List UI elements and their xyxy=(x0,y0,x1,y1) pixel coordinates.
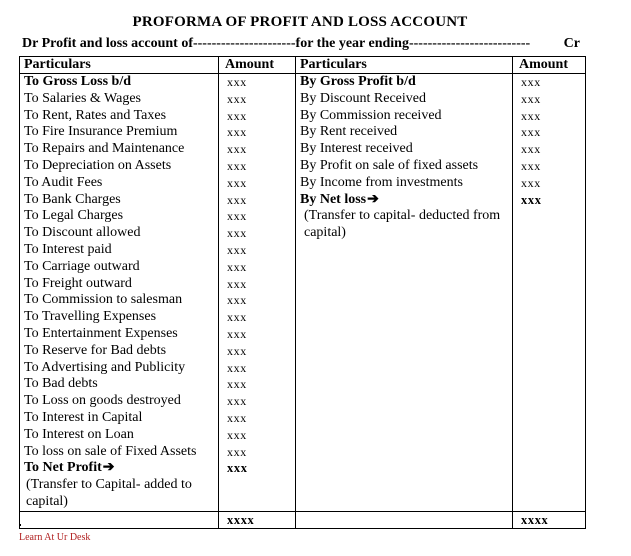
debit-item-label: To Discount allowed xyxy=(24,225,141,241)
debit-amount: xxx xyxy=(227,91,247,106)
debit-amount: xxx xyxy=(227,175,247,190)
debit-item xyxy=(24,141,218,158)
debit-item xyxy=(24,175,218,192)
debit-item xyxy=(24,326,218,343)
credit-note: (Transfer to capital- deducted from capital) xyxy=(304,208,501,241)
debit-item-label: To Loss on goods destroyed xyxy=(24,393,181,409)
debit-item-label: To Commission to salesman xyxy=(24,292,183,308)
debit-item-label: To Interest paid xyxy=(24,241,112,257)
debit-item-label: To Carriage outward xyxy=(24,258,140,274)
credit-item-label: By Net loss xyxy=(300,191,367,207)
credit-item xyxy=(300,175,512,192)
debit-item-label: To Advertising and Publicity xyxy=(24,359,186,375)
credit-amount: xxx xyxy=(521,125,541,140)
debit-particulars-cell xyxy=(20,74,219,512)
credit-item xyxy=(300,91,512,108)
bullet-dot xyxy=(19,524,21,526)
debit-amount: xxx xyxy=(227,209,247,224)
credit-item xyxy=(300,108,512,125)
debit-item-label: To Reserve for Bad debts xyxy=(24,342,167,358)
debit-item-label: To Legal Charges xyxy=(24,208,124,224)
debit-amount: xxx xyxy=(227,343,247,358)
debit-amounts-list xyxy=(223,74,295,477)
debit-items-list xyxy=(24,74,218,477)
credit-amount: xxx xyxy=(521,192,542,207)
credit-item-label: By Profit on sale of fixed assets xyxy=(300,157,479,173)
credit-item xyxy=(300,74,512,91)
debit-item-label: To Audit Fees xyxy=(24,174,103,190)
debit-item xyxy=(24,376,218,393)
debit-item xyxy=(24,259,218,276)
header-amount-credit: Amount xyxy=(513,57,586,74)
header-row xyxy=(20,57,586,74)
debit-item-label: To Fire Insurance Premium xyxy=(24,124,178,140)
account-subheading xyxy=(22,36,580,52)
debit-amount: xxx xyxy=(227,242,247,257)
credit-item xyxy=(300,141,512,158)
credit-amount: xxx xyxy=(521,91,541,106)
debit-amount: xxx xyxy=(227,444,247,459)
debit-amount: xxx xyxy=(227,125,247,140)
debit-amount: xxx xyxy=(227,75,247,89)
debit-item xyxy=(24,427,218,444)
total-particulars-credit xyxy=(296,511,513,528)
debit-item xyxy=(24,393,218,410)
debit-item xyxy=(24,276,218,293)
debit-item-label: To Salaries & Wages xyxy=(24,90,141,106)
debit-amount: xxx xyxy=(227,394,247,409)
credit-amount-cell xyxy=(513,74,586,512)
debit-amount: xxx xyxy=(227,158,247,173)
arrow-right-icon: ➔ xyxy=(102,460,115,476)
debit-item xyxy=(24,460,218,477)
arrow-right-icon: ➔ xyxy=(367,191,379,207)
debit-amount: xxx xyxy=(227,377,247,392)
debit-amount: xxx xyxy=(227,293,247,308)
debit-amount: xxx xyxy=(227,192,247,207)
credit-amounts-list xyxy=(517,74,585,208)
debit-item-label: To Interest in Capital xyxy=(24,409,143,425)
credit-amount: xxx xyxy=(521,75,541,89)
subheading-cr-label: Cr xyxy=(563,36,580,51)
debit-amount: xxx xyxy=(227,360,247,375)
debit-item xyxy=(24,309,218,326)
debit-item-label: To Repairs and Maintenance xyxy=(24,141,185,157)
debit-item-label: To loss on sale of Fixed Assets xyxy=(24,443,197,459)
debit-amount: xxx xyxy=(227,410,247,425)
credit-item xyxy=(300,192,512,209)
debit-item-label: To Travelling Expenses xyxy=(24,309,157,325)
debit-amount-cell xyxy=(219,74,296,512)
debit-item xyxy=(24,158,218,175)
credit-item-label: By Interest received xyxy=(300,141,413,157)
debit-item-label: To Gross Loss b/d xyxy=(24,74,131,89)
credit-item xyxy=(300,158,512,175)
debit-item-label: To Entertainment Expenses xyxy=(24,325,178,341)
header-particulars-credit: Particulars xyxy=(296,57,513,74)
total-particulars-debit xyxy=(20,511,219,528)
debit-item xyxy=(24,91,218,108)
credit-amount: xxx xyxy=(521,142,541,157)
debit-item xyxy=(24,192,218,209)
credit-item-label: By Discount Received xyxy=(300,90,426,106)
debit-item-label: To Freight outward xyxy=(24,275,132,291)
profit-loss-table xyxy=(19,56,586,529)
credit-item-label: By Income from investments xyxy=(300,174,463,190)
debit-item xyxy=(24,444,218,461)
credit-items-list xyxy=(300,74,512,208)
debit-item-label: To Bad debts xyxy=(24,376,98,392)
debit-item xyxy=(24,225,218,242)
debit-item xyxy=(24,292,218,309)
debit-item-label: To Rent, Rates and Taxes xyxy=(24,107,167,123)
debit-amount: xxx xyxy=(227,276,247,291)
credit-particulars-cell xyxy=(296,74,513,512)
debit-amount: xxx xyxy=(227,310,247,325)
debit-note: (Transfer to Capital- added to capital) xyxy=(26,477,192,509)
debit-item xyxy=(24,410,218,427)
debit-amount: xxx xyxy=(227,461,248,476)
debit-amount: xxx xyxy=(227,226,247,241)
debit-amount: xxx xyxy=(227,259,247,274)
credit-amount: xxx xyxy=(521,158,541,173)
debit-item xyxy=(24,242,218,259)
debit-item-label: To Bank Charges xyxy=(24,191,121,207)
body-row xyxy=(20,74,586,512)
credit-amount: xxx xyxy=(521,108,541,123)
debit-item-label: To Depreciation on Assets xyxy=(24,157,172,173)
total-row xyxy=(20,511,586,528)
debit-amount: xxx xyxy=(227,427,247,442)
debit-item xyxy=(24,208,218,225)
header-amount-debit: Amount xyxy=(219,57,296,74)
debit-amount: xxx xyxy=(227,108,247,123)
debit-amount: xxx xyxy=(227,326,247,341)
subheading-dr-text: Dr Profit and loss account of----------------------for the year ending-------------------------- xyxy=(22,36,531,51)
debit-amount: xxx xyxy=(227,142,247,157)
total-amount-debit: xxxx xyxy=(219,511,296,528)
debit-item xyxy=(24,74,218,91)
debit-item xyxy=(24,343,218,360)
credit-item-label: By Rent received xyxy=(300,124,398,140)
debit-item xyxy=(24,108,218,125)
debit-item xyxy=(24,360,218,377)
credit-item xyxy=(300,124,512,141)
debit-item-label: To Net Profit xyxy=(24,460,102,476)
header-particulars-debit: Particulars xyxy=(20,57,219,74)
debit-item xyxy=(24,124,218,141)
page-title: PROFORMA OF PROFIT AND LOSS ACCOUNT xyxy=(132,14,468,30)
footer-watermark: Learn At Ur Desk xyxy=(19,532,91,543)
credit-item-label: By Gross Profit b/d xyxy=(300,74,416,89)
total-amount-credit: xxxx xyxy=(513,511,586,528)
credit-item-label: By Commission received xyxy=(300,107,442,123)
credit-amount: xxx xyxy=(521,175,541,190)
debit-item-label: To Interest on Loan xyxy=(24,426,134,442)
